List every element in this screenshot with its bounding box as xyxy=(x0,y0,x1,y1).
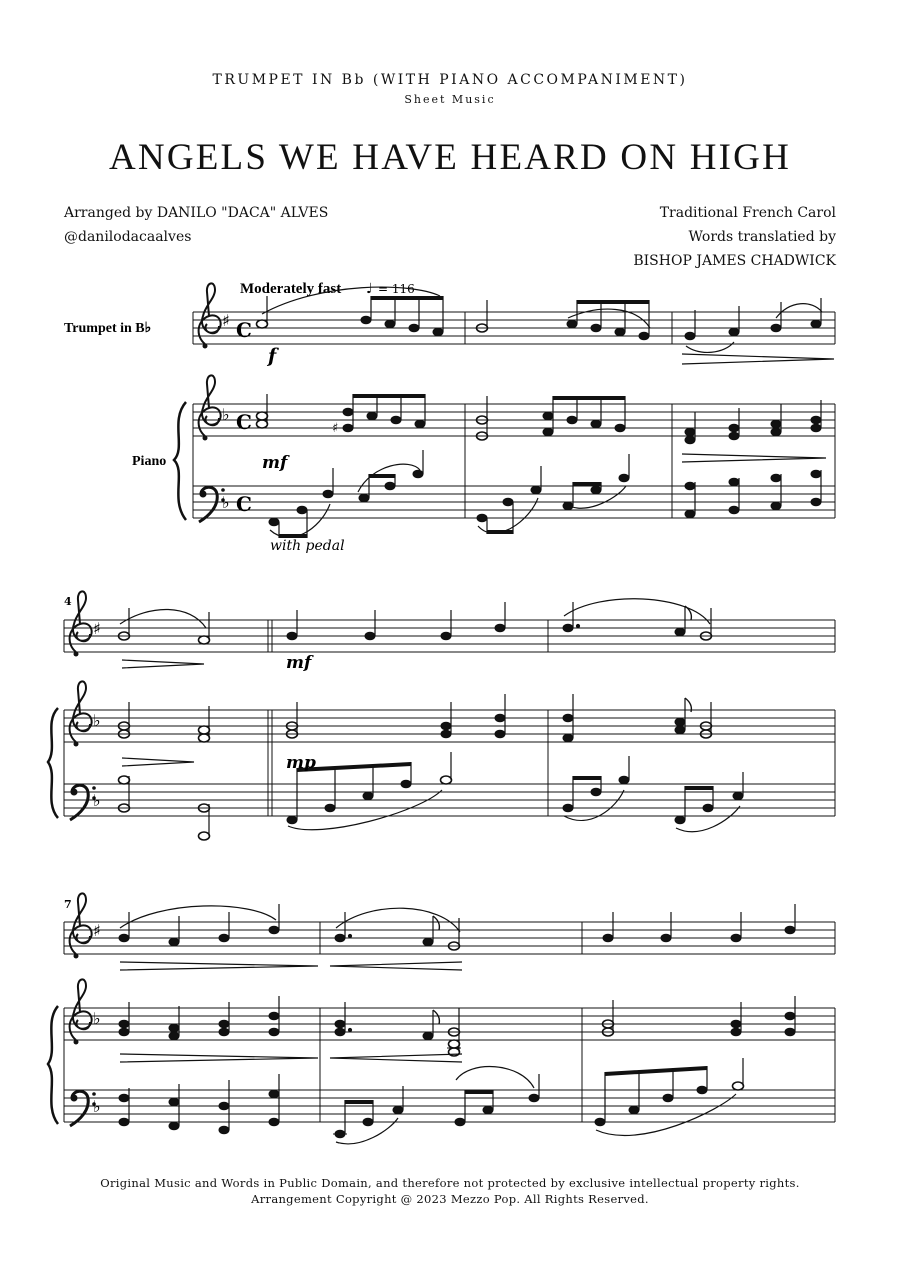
staff-piano-bass-system-3 xyxy=(64,1008,835,1122)
pedal-instruction: with pedal xyxy=(270,538,345,554)
sharp-icon: ♯ xyxy=(93,921,101,940)
flat-icon: ♭ xyxy=(93,1009,101,1028)
bass-clef-icon xyxy=(199,487,225,522)
trumpet-notes-system-3 xyxy=(119,904,795,950)
trumpet-notes-system-1 xyxy=(257,296,822,340)
piano-brace-icon xyxy=(48,1006,58,1124)
treble-clef-icon xyxy=(199,283,221,348)
piano-notes-system-2 xyxy=(119,694,744,840)
origin-credit: Traditional French Carol xyxy=(659,205,836,221)
song-title: ANGELS WE HAVE HEARD ON HIGH xyxy=(108,137,791,178)
sharp-icon: ♯ xyxy=(93,619,101,638)
piano-notes-system-3 xyxy=(119,996,795,1138)
slurs-piano-system-3 xyxy=(120,1054,736,1144)
arranger-handle: @danilodacaalves xyxy=(64,229,192,245)
treble-clef-icon xyxy=(70,681,92,746)
arranger-credit: Arranged by DANILO "DACA" ALVES xyxy=(64,205,329,221)
flat-icon: ♭ xyxy=(93,1097,101,1116)
time-signature: C xyxy=(236,410,252,434)
tempo-value: = 116 xyxy=(378,282,415,296)
time-signature: C xyxy=(236,318,252,342)
dynamic-trumpet-m5: mf xyxy=(286,653,312,673)
sharp-icon: ♯ xyxy=(222,311,230,330)
flat-icon: ♭ xyxy=(222,493,230,512)
footer-copyright: Arrangement Copyright @ 2023 Mezzo Pop. All Rights Reserved. xyxy=(251,1192,649,1206)
measure-number: 4 xyxy=(64,595,72,608)
instrument-label-piano: Piano xyxy=(132,454,167,469)
piano-brace-icon xyxy=(174,402,186,520)
slurs-piano-system-2 xyxy=(122,758,740,832)
measure-number: 7 xyxy=(64,898,72,911)
slurs-piano-system-1 xyxy=(270,454,826,537)
svg-text:♯: ♯ xyxy=(332,421,339,436)
treble-clef-icon xyxy=(70,591,92,656)
time-signature: C xyxy=(236,492,252,516)
document-type: Sheet Music xyxy=(404,93,496,106)
flat-icon: ♭ xyxy=(222,405,230,424)
words-credit: Words translatied by xyxy=(688,229,836,245)
dynamic-piano-m5: mp xyxy=(286,753,316,773)
flat-icon: ♭ xyxy=(93,711,101,730)
piano-notes-system-1 xyxy=(257,394,822,538)
flat-icon: ♭ xyxy=(93,791,101,810)
translator-credit: BISHOP JAMES CHADWICK xyxy=(633,253,836,269)
piano-brace-icon xyxy=(48,708,58,818)
footer-license: Original Music and Words in Public Domain, and therefore not protected by exclusive intellectual property rights. xyxy=(100,1176,800,1190)
treble-clef-icon xyxy=(199,375,221,440)
score-subtitle: TRUMPET IN Bb (WITH PIANO ACCOMPANIMENT) xyxy=(212,72,688,88)
instrument-label-trumpet: Trumpet in B♭ xyxy=(64,321,152,336)
bass-clef-icon xyxy=(70,1091,96,1126)
trumpet-notes-system-2 xyxy=(119,602,712,644)
dynamic-piano-start: mf xyxy=(262,453,288,473)
tempo-marking: Moderately fast xyxy=(240,281,342,297)
slurs-trumpet-system-1 xyxy=(262,287,834,364)
dynamic-trumpet-start: f xyxy=(268,345,277,367)
bass-clef-icon xyxy=(70,785,96,820)
treble-clef-icon xyxy=(70,979,92,1044)
treble-clef-icon xyxy=(70,893,92,958)
metronome-note-icon: ♩ xyxy=(366,281,373,297)
